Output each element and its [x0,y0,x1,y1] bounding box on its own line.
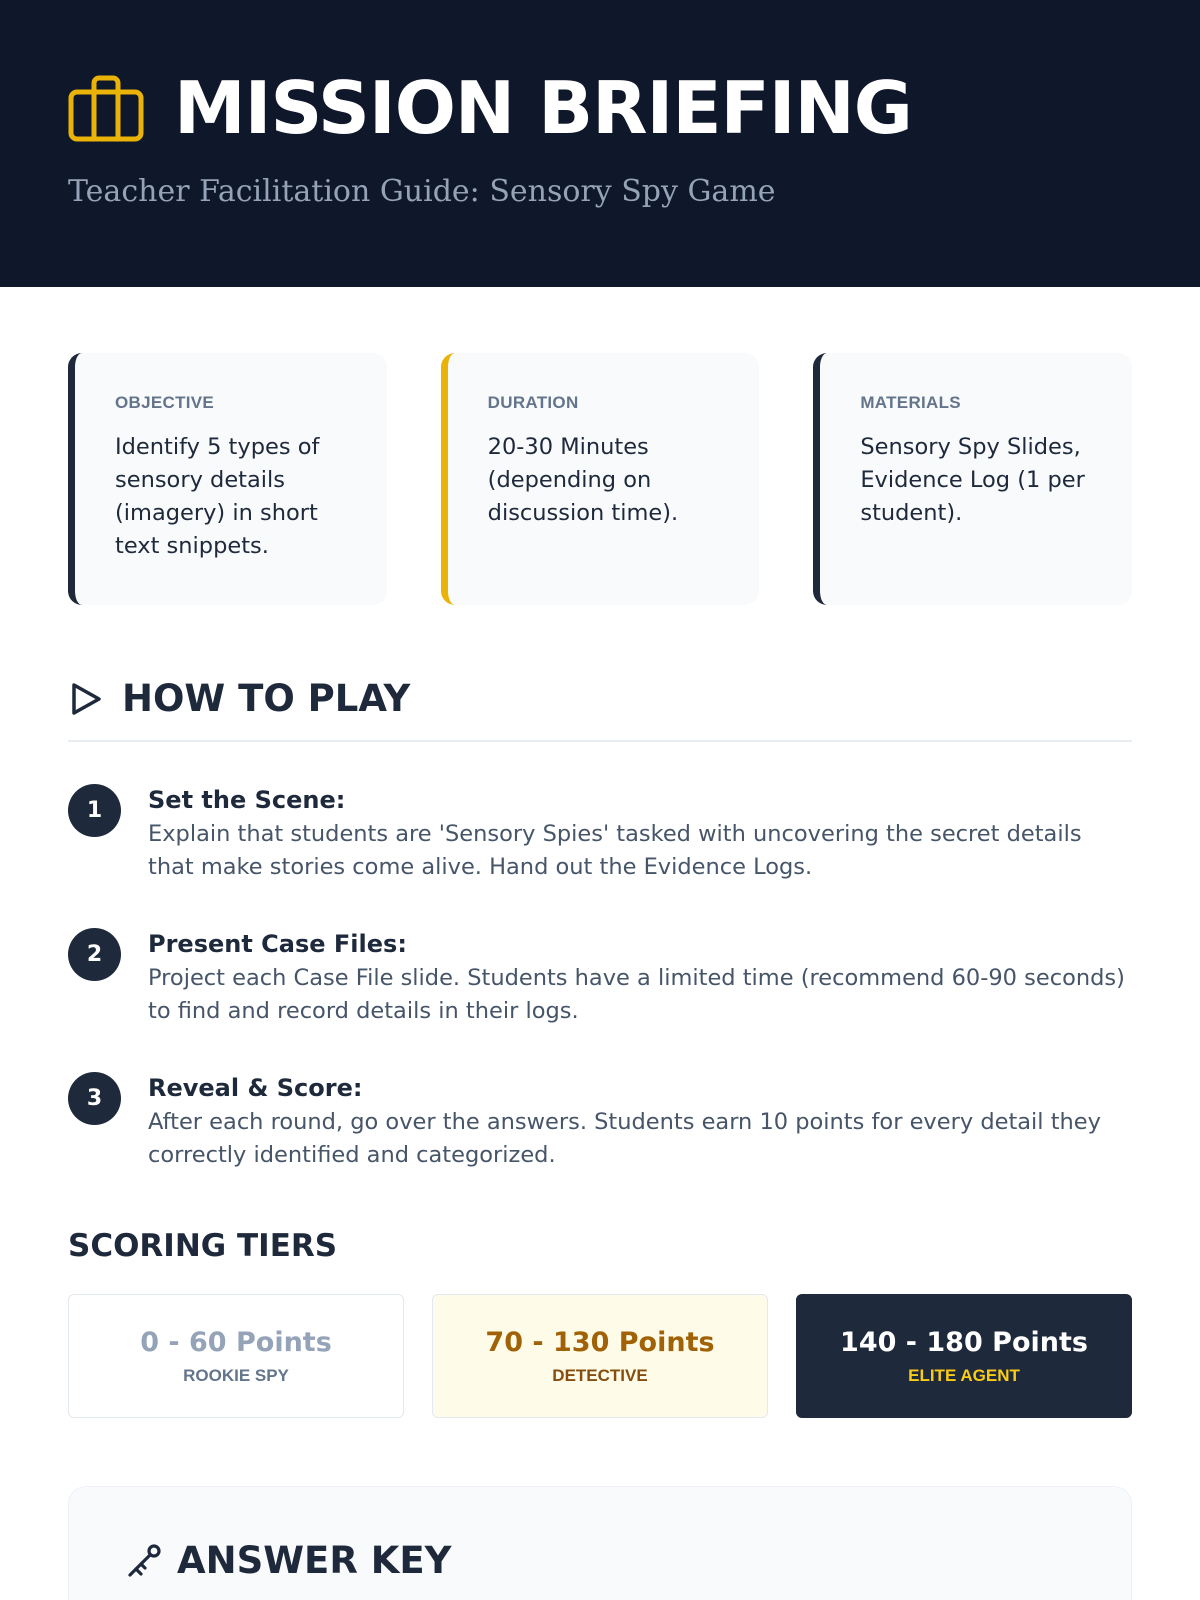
page-title: MISSION BRIEFING [174,66,912,150]
step-title: Set the Scene: [148,786,346,814]
tier-label: ELITE AGENT [908,1365,1020,1385]
tier-label: DETECTIVE [552,1365,648,1385]
tier-detective [432,1294,768,1418]
step-description: Project each Case File slide. Students have a limited time (recommend 60-90 seconds) to find and record details in their logs. [148,965,1125,1024]
step-title: Present Case Files: [148,930,407,958]
answer-key-panel [68,1486,1132,1600]
tier-elite-agent [796,1294,1132,1418]
step-item [68,784,1132,884]
objective-text: Identify 5 types of sensory details (imagery) in short text snippets. [115,434,320,559]
step-item [68,1072,1132,1172]
how-to-play-title: HOW TO PLAY [122,677,411,720]
title-row [68,66,1132,150]
scoring-tiers-title: SCORING TIERS [68,1228,338,1264]
key-icon [123,1543,163,1579]
answer-key-title: ANSWER KEY [177,1539,452,1582]
materials-label: MATERIALS [860,393,961,412]
briefcase-icon [68,74,144,142]
info-cards [68,353,1132,605]
step-description: Explain that students are 'Sensory Spies' tasked with uncovering the secret details that make stories come alive. Hand out the Evidence Logs. [148,821,1082,880]
step-body [148,784,1132,884]
how-to-play-heading [68,677,1132,742]
step-number: 1 [68,784,121,837]
step-title: Reveal & Score: [148,1074,363,1102]
duration-label: DURATION [487,393,579,412]
scoring-tiers [68,1294,1132,1418]
step-number: 2 [68,928,121,981]
step-description: After each round, go over the answers. Students earn 10 points for every detail they correctly identified and categorized. [148,1109,1101,1168]
objective-card [68,353,387,605]
step-number: 3 [68,1072,121,1125]
step-body [148,1072,1132,1172]
page-subtitle: Teacher Facilitation Guide: Sensory Spy Game [68,174,776,209]
duration-card [441,353,760,605]
materials-card [813,353,1132,605]
steps-list [68,784,1132,1172]
step-item [68,928,1132,1028]
step-body [148,928,1132,1028]
objective-label: OBJECTIVE [115,393,215,412]
tier-label: ROOKIE SPY [183,1365,289,1385]
tier-points: 70 - 130 Points [485,1326,715,1358]
main-content [0,287,1200,1600]
tier-points: 140 - 180 Points [840,1326,1088,1358]
materials-text: Sensory Spy Slides, Evidence Log (1 per student). [860,434,1085,526]
play-icon [68,680,104,718]
tier-points: 0 - 60 Points [140,1326,332,1358]
tier-rookie-spy [68,1294,404,1418]
answer-key-heading [123,1539,1077,1582]
duration-text: 20-30 Minutes (depending on discussion time). [487,434,679,526]
page-header [0,0,1200,287]
